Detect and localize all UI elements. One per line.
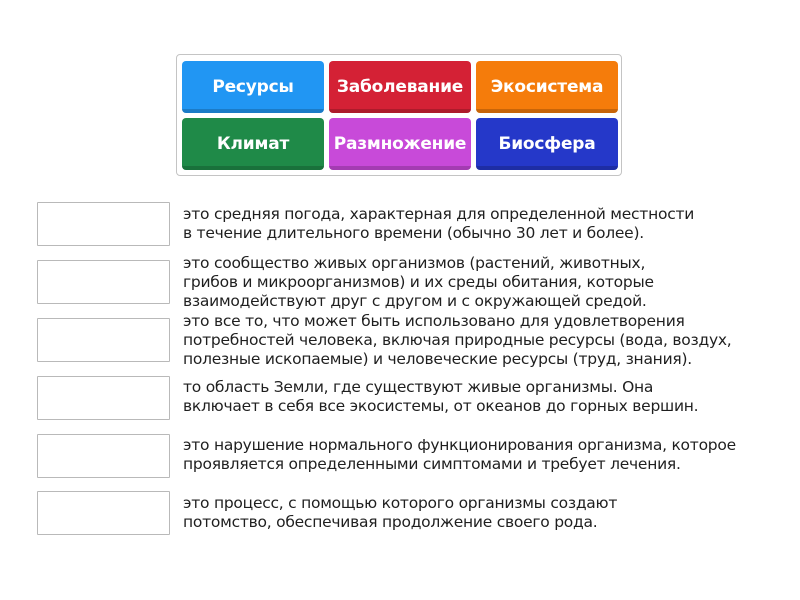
definition-text: это процесс, с помощью которого организмы создают потомство, обеспечивая продолжение своего рода. [183, 494, 618, 531]
answer-drop-slot[interactable] [37, 434, 170, 478]
answer-drop-slot[interactable] [37, 491, 170, 535]
tile-biosphere[interactable]: Биосфера [476, 118, 618, 170]
tile-reproduction[interactable]: Размножение [329, 118, 471, 170]
definition-text: то область Земли, где существуют живые организмы. Она включает в себя все экосистемы, от океанов до горных вершин. [183, 378, 699, 415]
answer-drop-slot[interactable] [37, 260, 170, 304]
tile-resources[interactable]: Ресурсы [182, 61, 324, 113]
answer-drop-slot[interactable] [37, 376, 170, 420]
tile-climate[interactable]: Климат [182, 118, 324, 170]
answer-drop-slot[interactable] [37, 318, 170, 362]
definition-text: это все то, что может быть использовано для удовлетворения потребностей человека, включая природные ресурсы (вода, воздух, полезные ископаемые) и человеческие ресурсы (труд, знания). [183, 312, 732, 368]
definition-text: это средняя погода, характерная для определенной местности в течение длительного времени (обычно 30 лет и более). [183, 205, 695, 242]
term-tiles-panel [176, 54, 622, 176]
tile-ecosystem[interactable]: Экосистема [476, 61, 618, 113]
definition-text: это сообщество живых организмов (растений, животных, грибов и микроорганизмов) и их среды обитания, которые взаимодействуют друг с другом и с окружающей средой. [183, 254, 654, 310]
tile-disease[interactable]: Заболевание [329, 61, 471, 113]
answer-drop-slot[interactable] [37, 202, 170, 246]
definition-text: это нарушение нормального функционирования организма, которое проявляется определенными симптомами и требует лечения. [183, 436, 736, 473]
